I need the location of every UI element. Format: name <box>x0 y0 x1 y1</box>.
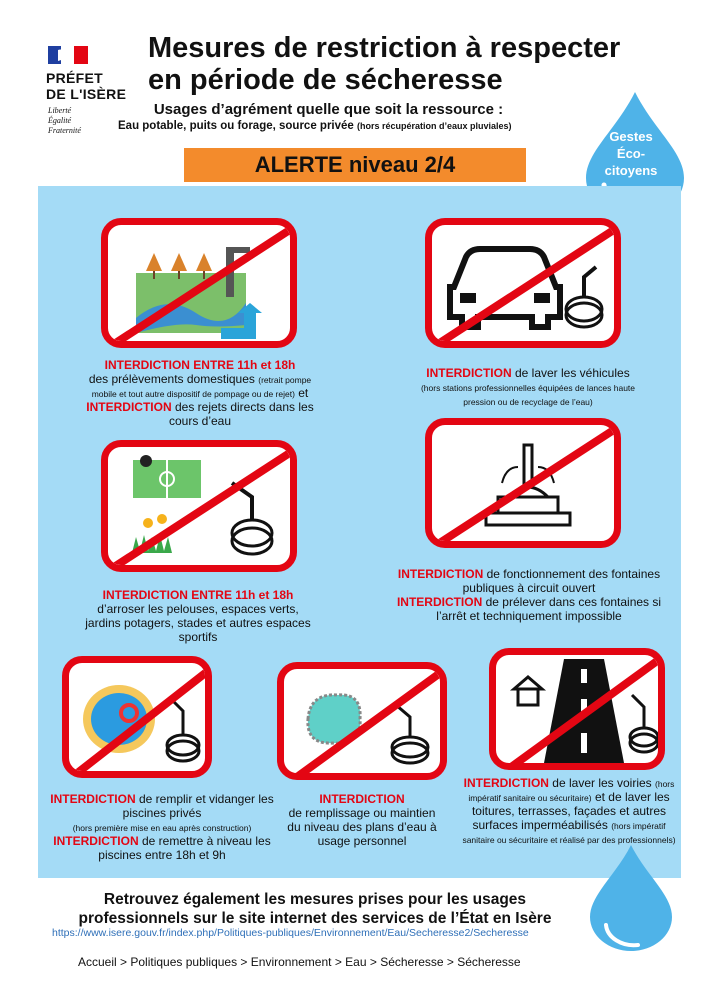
card-vehicules <box>425 218 621 348</box>
text-fontaines: INTERDICTION de fonctionnement des fontaines publiques à circuit ouvert INTERDICTION de prélever dans ces fontaines si l’arrêt et techniquement impossible <box>396 567 662 623</box>
card-plans-eau <box>277 662 447 780</box>
text-arrosage: INTERDICTION ENTRE 11h et 18h d’arroser les pelouses, espaces verts, jardins potagers, stades et autres espaces sportifs <box>85 588 311 644</box>
footer-message: Retrouvez également les mesures prises pour les usages professionnels sur le site internet des services de l’État en Isère <box>78 891 552 927</box>
text-voiries: INTERDICTION de laver les voiries (hors impératif sanitaire ou sécuritaire) et de laver les toitures, terrasses, façades et autres surfaces imperméabilisés (hors impératif sanitaire ou sécuritaire et réalisé par des professionnels) <box>462 776 676 845</box>
card-arrosage <box>101 440 297 572</box>
subtitle: Usages d’agrément quelle que soit la ressource : <box>153 101 504 118</box>
text-plans-eau: INTERDICTION de remplissage ou maintien du niveau des plans d’eau à usage personnel <box>287 792 437 848</box>
card-prelevements <box>101 218 297 348</box>
devise: Liberté Égalité Fraternité <box>48 106 81 135</box>
footer-url-link[interactable]: https://www.isere.gouv.fr/index.php/Politiques-publiques/Environnement/Eau/Secheresse2/Secheresse <box>52 927 529 939</box>
gestes-eco-citoyens: Gestes Éco- citoyens <box>604 129 658 178</box>
text-prelevements: INTERDICTION ENTRE 11h et 18h des prélèvements domestiques (retrait pompe mobile et tout autre dispositif de pompage ou de rejet) et INTERDICTION des rejets directs dans les cours d’eau <box>86 358 314 428</box>
card-fontaines <box>425 418 621 548</box>
alert-level-banner: ALERTE niveau 2/4 <box>184 148 526 182</box>
page-title: Mesures de restriction à respecter en période de sécheresse <box>148 32 621 96</box>
breadcrumb: Accueil > Politiques publiques > Environnement > Eau > Sécheresse > Sécheresse <box>78 955 521 969</box>
text-piscines: INTERDICTION de remplir et vidanger les piscines privés (hors première mise en eau après construction) INTERDICTION de remettre à niveau les piscines entre 18h et 9h <box>50 792 274 862</box>
text-vehicules: INTERDICTION de laver les véhicules (hors stations professionnelles équipées de lances haute pression ou de recyclage de l’eau) <box>420 366 636 407</box>
card-voiries <box>489 648 665 770</box>
prefet-label: PRÉFET DE L'ISÈRE <box>46 70 127 102</box>
card-piscines <box>62 656 212 778</box>
marianne-logo <box>48 46 88 64</box>
subtitle-resources: Eau potable, puits ou forage, source privée (hors récupération d’eaux pluviales) <box>118 120 512 132</box>
